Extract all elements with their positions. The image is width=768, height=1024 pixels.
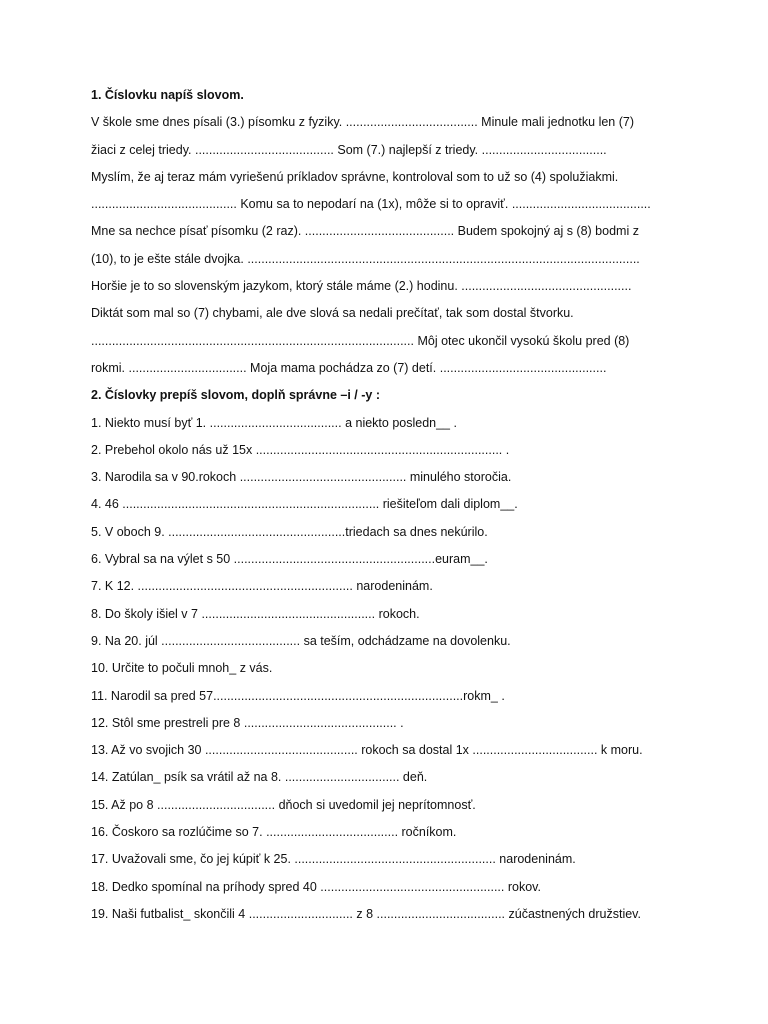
exercise-item: 14. Zatúlan_ psík sa vrátil až na 8. ................................. deň. bbox=[91, 770, 428, 785]
exercise-item: 12. Stôl sme prestreli pre 8 ............................................ . bbox=[91, 715, 404, 730]
section-1-line: Diktát som mal so (7) chybami, ale dve slová sa nedali prečítať, tak som dostal štvorku. bbox=[91, 306, 574, 321]
section-1-line: žiaci z celej triedy. ........................................ Som (7.) najlepší z triedy. .................................... bbox=[91, 142, 607, 157]
exercise-item: 11. Narodil sa pred 57........................................................................rokm_ . bbox=[91, 688, 505, 703]
exercise-item: 4. 46 .......................................................................... riešiteľom dali diplom__. bbox=[91, 497, 518, 512]
section-2-title: 2. Číslovky prepíš slovom, doplň správne –i / -y : bbox=[91, 388, 380, 403]
exercise-item: 3. Narodila sa v 90.rokoch ................................................ minulého storočia. bbox=[91, 470, 512, 485]
exercise-item: 16. Čoskoro sa rozlúčime so 7. ...................................... ročníkom. bbox=[91, 825, 457, 840]
exercise-item: 8. Do školy išiel v 7 .................................................. rokoch. bbox=[91, 606, 420, 621]
section-1-title: 1. Číslovku napíš slovom. bbox=[91, 88, 244, 102]
exercise-item: 1. Niekto musí byť 1. ...................................... a niekto posledn__ . bbox=[91, 415, 457, 430]
exercise-item: 7. K 12. .............................................................. narodeninám. bbox=[91, 579, 433, 594]
exercise-item: 5. V oboch 9. ...................................................triedach sa dnes nekúrilo. bbox=[91, 524, 488, 539]
section-1-line: ............................................................................................. Môj otec ukončil vysokú školu pred (8) bbox=[91, 333, 630, 348]
worksheet bbox=[91, 85, 691, 931]
section-1-line: Myslím, že aj teraz mám vyriešenú príkladov správne, kontroloval som to už so (4) spolužiakmi. bbox=[91, 169, 619, 184]
section-1-line: (10), to je ešte stále dvojka. ................................................................................................................. bbox=[91, 251, 640, 266]
section-1-line: Horšie je to so slovenským jazykom, ktorý stále máme (2.) hodinu. ................................................. bbox=[91, 279, 632, 294]
exercise-item: 10. Určite to počuli mnoh_ z vás. bbox=[91, 661, 273, 676]
section-1-line: V škole sme dnes písali (3.) písomku z fyziky. ...................................... Minule mali jednotku len (7) bbox=[91, 115, 635, 130]
exercise-item: 9. Na 20. júl ........................................ sa teším, odchádzame na dovolenku. bbox=[91, 633, 511, 648]
exercise-item: 13. Až vo svojich 30 ............................................ rokoch sa dostal 1x .................................... k moru. bbox=[91, 743, 643, 758]
section-1-line: .......................................... Komu sa to nepodarí na (1x), môže si to opraviť. ........................................ bbox=[91, 197, 651, 212]
exercise-item: 18. Dedko spomínal na príhody spred 40 ..................................................... rokov. bbox=[91, 879, 541, 894]
section-1-line: rokmi. .................................. Moja mama pochádza zo (7) detí. ................................................ bbox=[91, 360, 607, 375]
exercise-item: 15. Až po 8 .................................. dňoch si uvedomil jej neprítomnosť. bbox=[91, 797, 476, 812]
section-1-line: Mne sa nechce písať písomku (2 raz). ........................................... Budem spokojný aj s (8) bodmi z bbox=[91, 224, 639, 239]
exercise-item: 6. Vybral sa na výlet s 50 ..........................................................euram__. bbox=[91, 552, 488, 567]
exercise-item: 19. Naši futbalist_ skončili 4 .............................. z 8 ..................................... zúčastnených družstiev. bbox=[91, 906, 641, 921]
exercise-item: 17. Uvažovali sme, čo jej kúpiť k 25. .......................................................... narodeninám. bbox=[91, 852, 576, 867]
exercise-item: 2. Prebehol okolo nás už 15x ....................................................................... . bbox=[91, 442, 510, 457]
